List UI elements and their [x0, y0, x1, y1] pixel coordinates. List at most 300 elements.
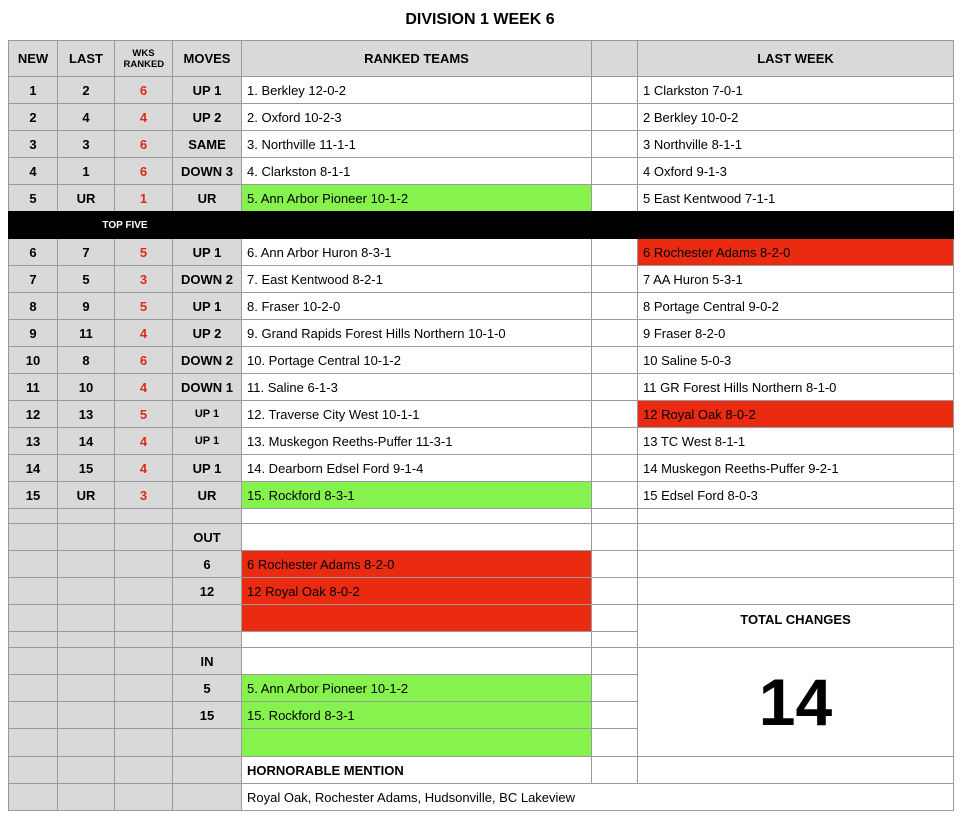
in-team-text: 5. Ann Arbor Pioneer 10-1-2 — [247, 680, 409, 696]
weeks-ranked-text: 6 — [139, 352, 148, 368]
last-week-team-text: 4 Oxford 9-1-3 — [643, 163, 727, 179]
blank-cell — [114, 647, 173, 675]
rank-last-text: UR — [76, 190, 96, 206]
header-new — [8, 40, 58, 77]
ranked-team — [241, 481, 592, 509]
rank-new — [8, 346, 58, 374]
blank-cell — [57, 647, 115, 675]
rank-new-text: 10 — [25, 352, 41, 368]
spacer-cell — [591, 481, 638, 509]
weeks-ranked — [114, 346, 173, 374]
rank-last-text: 13 — [78, 406, 94, 422]
rank-new — [8, 265, 58, 293]
rank-move-text: UP 2 — [192, 325, 222, 341]
last-week-team — [637, 373, 954, 401]
ranked-team-text: 1. Berkley 12-0-2 — [247, 82, 346, 98]
total-changes-label — [637, 604, 954, 648]
blank-cell — [57, 701, 115, 729]
blank-cell — [8, 756, 58, 784]
top-five-label — [8, 211, 242, 239]
out-team-text: 6 Rochester Adams 8-2-0 — [247, 556, 395, 572]
out-rank-text: 12 — [199, 583, 215, 599]
rank-move-text: UP 1 — [194, 435, 220, 447]
rank-last — [57, 454, 115, 482]
rank-new — [8, 373, 58, 401]
last-week-team — [637, 481, 954, 509]
spacer-cell — [591, 184, 638, 212]
last-week-team — [637, 157, 954, 185]
header-last-week — [637, 40, 954, 77]
ranked-team-text: 5. Ann Arbor Pioneer 10-1-2 — [247, 190, 409, 206]
blank-cell — [8, 577, 58, 605]
weeks-ranked — [114, 319, 173, 347]
spacer-cell — [591, 76, 638, 104]
weeks-ranked-text: 3 — [139, 271, 148, 287]
ranked-team-text: 14. Dearborn Edsel Ford 9-1-4 — [247, 460, 424, 476]
blank-cell — [637, 577, 954, 605]
rank-new — [8, 130, 58, 158]
blank-cell — [57, 674, 115, 702]
rank-last-text: UR — [76, 487, 96, 503]
last-week-team-text: 9 Fraser 8-2-0 — [643, 325, 726, 341]
rank-move-text: UP 1 — [192, 460, 222, 476]
ranked-team-text: 3. Northville 11-1-1 — [247, 136, 356, 152]
blank-cell — [8, 728, 58, 757]
blank-cell — [591, 631, 638, 648]
rank-new — [8, 400, 58, 428]
last-week-team-text: 14 Muskegon Reeths-Puffer 9-2-1 — [643, 460, 839, 476]
total-changes-value — [637, 647, 954, 757]
rank-last-text: 10 — [78, 379, 94, 395]
weeks-ranked — [114, 292, 173, 320]
weeks-ranked-text: 6 — [139, 136, 148, 152]
spacer-row-cell — [8, 508, 58, 524]
rank-move-text: DOWN 1 — [181, 379, 233, 395]
ranked-team-text: 8. Fraser 10-2-0 — [247, 298, 341, 314]
weeks-ranked — [114, 130, 173, 158]
blank-cell — [114, 701, 173, 729]
honorable-mention-label — [241, 756, 592, 784]
rank-new-text: 6 — [29, 244, 37, 260]
header-spacer — [591, 40, 638, 77]
ranked-team — [241, 319, 592, 347]
weeks-ranked — [114, 400, 173, 428]
blank-cell — [172, 783, 242, 811]
rank-move-text: UP 1 — [192, 82, 222, 98]
weeks-ranked-text: 6 — [139, 82, 148, 98]
weeks-ranked-text: 3 — [139, 487, 148, 503]
last-week-team — [637, 346, 954, 374]
blank-cell — [241, 631, 592, 648]
weeks-ranked-text: 6 — [139, 163, 148, 179]
rank-last — [57, 76, 115, 104]
rank-last — [57, 373, 115, 401]
ranked-team-text: 12. Traverse City West 10-1-1 — [247, 406, 420, 422]
blank-cell — [591, 756, 638, 784]
in-team — [241, 674, 592, 702]
rank-move — [172, 292, 242, 320]
in-team — [241, 701, 592, 729]
honorable-mention-list — [241, 783, 954, 811]
spacer-cell — [591, 427, 638, 455]
rank-move-text: UP 1 — [192, 298, 222, 314]
blank-cell — [591, 647, 638, 675]
rank-last-text: 15 — [78, 460, 94, 476]
rank-last-text: 11 — [79, 325, 93, 341]
rank-move-text: SAME — [188, 136, 226, 152]
rank-move — [172, 481, 242, 509]
blank-cell — [57, 783, 115, 811]
rank-new — [8, 319, 58, 347]
rank-move-text: UP 1 — [194, 408, 220, 420]
blank-cell — [114, 577, 173, 605]
last-week-team-text: 8 Portage Central 9-0-2 — [643, 298, 779, 314]
blank-cell — [57, 550, 115, 578]
rank-new — [8, 157, 58, 185]
rank-last — [57, 346, 115, 374]
blank-cell — [8, 647, 58, 675]
weeks-ranked-text: 4 — [139, 379, 148, 395]
rank-last — [57, 400, 115, 428]
blank-cell — [114, 783, 173, 811]
rank-new — [8, 427, 58, 455]
spacer-cell — [591, 454, 638, 482]
blank-cell — [172, 756, 242, 784]
weeks-ranked-text: 4 — [139, 433, 148, 449]
rank-move — [172, 427, 242, 455]
weeks-ranked — [114, 76, 173, 104]
out-team — [241, 550, 592, 578]
weeks-ranked — [114, 184, 173, 212]
rank-move — [172, 238, 242, 266]
blank-cell — [591, 550, 638, 578]
rank-new-text: 12 — [25, 406, 41, 422]
blank-cell — [57, 577, 115, 605]
blank-cell — [591, 674, 638, 702]
header-moves-text: MOVES — [183, 51, 231, 66]
last-week-team — [637, 76, 954, 104]
rank-last — [57, 238, 115, 266]
ranked-team-text: 10. Portage Central 10-1-2 — [247, 352, 401, 368]
rank-move — [172, 130, 242, 158]
header-moves — [172, 40, 242, 77]
spacer-row-cell — [241, 508, 592, 524]
header-new-text: NEW — [17, 51, 49, 66]
weeks-ranked — [114, 265, 173, 293]
in-rank — [172, 701, 242, 729]
blank-cell — [57, 604, 115, 632]
blank-cell — [241, 523, 592, 551]
out-rank — [172, 577, 242, 605]
top-five-bar — [241, 211, 592, 239]
rank-last-text: 1 — [82, 163, 90, 179]
header-ranked-teams — [241, 40, 592, 77]
blank-cell — [57, 756, 115, 784]
blank-cell — [8, 783, 58, 811]
rank-new-text: 14 — [25, 460, 41, 476]
last-week-team — [637, 238, 954, 266]
spacer-cell — [591, 319, 638, 347]
rank-move — [172, 373, 242, 401]
rank-move-text: UR — [197, 487, 217, 503]
rank-new-text: 11 — [26, 379, 40, 395]
honorable-mention-label-text: HORNORABLE MENTION — [247, 762, 404, 778]
rank-last — [57, 130, 115, 158]
rank-move — [172, 400, 242, 428]
rank-move — [172, 454, 242, 482]
spacer-row-cell — [114, 508, 173, 524]
ranked-team — [241, 76, 592, 104]
spacer-cell — [591, 346, 638, 374]
blank-cell — [57, 728, 115, 757]
rank-last-text: 2 — [82, 82, 90, 98]
blank-cell — [241, 647, 592, 675]
blank-cell — [637, 550, 954, 578]
blank-cell — [114, 550, 173, 578]
blank-cell — [114, 728, 173, 757]
last-week-team-text: 5 East Kentwood 7-1-1 — [643, 190, 776, 206]
weeks-ranked-text: 1 — [139, 190, 148, 206]
out-rank — [172, 550, 242, 578]
last-week-team-text: 3 Northville 8-1-1 — [643, 136, 742, 152]
rank-last-text: 3 — [82, 136, 90, 152]
weeks-ranked-text: 5 — [139, 244, 148, 260]
blank-cell — [591, 604, 638, 632]
last-week-team-text: 6 Rochester Adams 8-2-0 — [643, 244, 791, 260]
weeks-ranked-text: 5 — [139, 406, 148, 422]
last-week-team — [637, 400, 954, 428]
ranked-team — [241, 454, 592, 482]
rank-new-text: 2 — [29, 109, 37, 125]
rank-last — [57, 319, 115, 347]
blank-cell — [172, 604, 242, 632]
weeks-ranked — [114, 103, 173, 131]
rank-new-text: 3 — [29, 136, 37, 152]
blank-cell — [114, 631, 173, 648]
rank-last — [57, 481, 115, 509]
rank-move — [172, 346, 242, 374]
last-week-team — [637, 184, 954, 212]
rank-new — [8, 76, 58, 104]
in-label-text: IN — [200, 653, 214, 669]
top-five-bar — [591, 211, 638, 239]
rank-move-text: DOWN 3 — [181, 163, 233, 179]
blank-cell — [8, 604, 58, 632]
weeks-ranked — [114, 238, 173, 266]
rank-last-text: 7 — [82, 244, 90, 260]
last-week-team-text: 1 Clarkston 7-0-1 — [643, 82, 743, 98]
weeks-ranked — [114, 427, 173, 455]
rank-last — [57, 427, 115, 455]
blank-cell — [8, 674, 58, 702]
blank-cell — [591, 523, 638, 551]
rank-move — [172, 265, 242, 293]
rank-last — [57, 292, 115, 320]
ranked-team — [241, 130, 592, 158]
ranked-team-text: 2. Oxford 10-2-3 — [247, 109, 342, 125]
last-week-team-text: 13 TC West 8-1-1 — [643, 433, 746, 449]
total-changes-label-text: TOTAL CHANGES — [740, 612, 851, 627]
spacer-cell — [591, 103, 638, 131]
ranked-team-text: 9. Grand Rapids Forest Hills Northern 10-1-0 — [247, 325, 506, 341]
blank-cell — [114, 604, 173, 632]
weeks-ranked-text: 4 — [139, 460, 148, 476]
out-label-text: OUT — [193, 529, 221, 545]
page-title: DIVISION 1 WEEK 6 — [405, 11, 555, 28]
header-wks-ranked-text: WKS RANKED — [123, 47, 165, 70]
weeks-ranked-text: 5 — [139, 298, 148, 314]
out-empty-slot — [241, 604, 592, 632]
top-five-label-text: TOP FIVE — [102, 219, 148, 231]
out-team — [241, 577, 592, 605]
spacer-row-cell — [172, 508, 242, 524]
in-rank-text: 5 — [203, 680, 211, 696]
rank-new-text: 5 — [29, 190, 37, 206]
blank-cell — [637, 523, 954, 551]
out-team-text: 12 Royal Oak 8-0-2 — [247, 583, 360, 599]
rank-new — [8, 292, 58, 320]
last-week-team — [637, 130, 954, 158]
rank-last — [57, 157, 115, 185]
blank-cell — [114, 674, 173, 702]
rank-move-text: DOWN 2 — [181, 352, 233, 368]
header-last-week-text: LAST WEEK — [757, 51, 834, 66]
spacer-cell — [591, 292, 638, 320]
rank-new-text: 4 — [29, 163, 37, 179]
rank-move — [172, 184, 242, 212]
rank-last-text: 5 — [82, 271, 90, 287]
rank-new — [8, 481, 58, 509]
ranked-team-text: 15. Rockford 8-3-1 — [247, 487, 355, 503]
last-week-team-text: 2 Berkley 10-0-2 — [643, 109, 739, 125]
in-rank-text: 15 — [199, 707, 215, 723]
out-label — [172, 523, 242, 551]
rank-new — [8, 184, 58, 212]
last-week-team-text: 7 AA Huron 5-3-1 — [643, 271, 743, 287]
last-week-team-text: 10 Saline 5-0-3 — [643, 352, 732, 368]
rank-move — [172, 76, 242, 104]
rank-new — [8, 238, 58, 266]
rank-last-text: 8 — [82, 352, 90, 368]
last-week-team — [637, 319, 954, 347]
rank-new — [8, 454, 58, 482]
last-week-team-text: 12 Royal Oak 8-0-2 — [643, 406, 756, 422]
rank-last — [57, 103, 115, 131]
spacer-row-cell — [57, 508, 115, 524]
rank-new — [8, 103, 58, 131]
spacer-cell — [591, 238, 638, 266]
ranked-team-text: 13. Muskegon Reeths-Puffer 11-3-1 — [247, 433, 453, 449]
top-five-bar — [637, 211, 954, 239]
out-rank-text: 6 — [203, 556, 211, 572]
blank-cell — [591, 728, 638, 757]
last-week-team — [637, 292, 954, 320]
header-ranked-teams-text: RANKED TEAMS — [364, 51, 469, 66]
last-week-team-text: 11 GR Forest Hills Northern 8-1-0 — [643, 379, 837, 395]
rank-move — [172, 103, 242, 131]
total-changes-value-text: 14 — [758, 665, 833, 739]
blank-cell — [57, 631, 115, 648]
blank-cell — [172, 631, 242, 648]
blank-cell — [57, 523, 115, 551]
blank-cell — [8, 550, 58, 578]
header-last — [57, 40, 115, 77]
ranked-team-text: 6. Ann Arbor Huron 8-3-1 — [247, 244, 392, 260]
ranked-team — [241, 373, 592, 401]
spacer-row-cell — [637, 508, 954, 524]
blank-cell — [591, 577, 638, 605]
weeks-ranked — [114, 481, 173, 509]
weeks-ranked-text: 4 — [139, 109, 148, 125]
rank-move-text: UP 1 — [192, 244, 222, 260]
last-week-team — [637, 103, 954, 131]
header-last-text: LAST — [69, 51, 103, 66]
in-label — [172, 647, 242, 675]
last-week-team — [637, 265, 954, 293]
last-week-team-text: 15 Edsel Ford 8-0-3 — [643, 487, 758, 503]
spacer-cell — [591, 400, 638, 428]
weeks-ranked — [114, 373, 173, 401]
spacer-cell — [591, 130, 638, 158]
blank-cell — [8, 701, 58, 729]
blank-cell — [591, 701, 638, 729]
blank-cell — [637, 756, 954, 784]
ranked-team-text: 11. Saline 6-1-3 — [247, 379, 338, 395]
ranked-team — [241, 157, 592, 185]
rank-move — [172, 157, 242, 185]
blank-cell — [8, 631, 58, 648]
last-week-team — [637, 454, 954, 482]
ranked-team-text: 4. Clarkston 8-1-1 — [247, 163, 351, 179]
blank-cell — [8, 523, 58, 551]
ranked-team — [241, 427, 592, 455]
rank-last-text: 9 — [82, 298, 90, 314]
rank-move-text: UR — [197, 190, 217, 206]
rank-move-text: DOWN 2 — [181, 271, 233, 287]
ranked-team — [241, 238, 592, 266]
weeks-ranked-text: 4 — [139, 325, 148, 341]
blank-cell — [172, 728, 242, 757]
spacer-row-cell — [591, 508, 638, 524]
in-rank — [172, 674, 242, 702]
rank-new-text: 9 — [29, 325, 37, 341]
spacer-cell — [591, 265, 638, 293]
rank-move — [172, 319, 242, 347]
ranked-team — [241, 346, 592, 374]
rank-new-text: 8 — [29, 298, 37, 314]
spacer-cell — [591, 373, 638, 401]
blank-cell — [114, 756, 173, 784]
ranked-team — [241, 265, 592, 293]
blank-cell — [114, 523, 173, 551]
spacer-cell — [591, 157, 638, 185]
weeks-ranked — [114, 157, 173, 185]
ranked-team — [241, 103, 592, 131]
ranked-team — [241, 292, 592, 320]
in-empty-slot — [241, 728, 592, 757]
honorable-mention-list-text: Royal Oak, Rochester Adams, Hudsonville, BC Lakeview — [247, 789, 576, 805]
ranked-team — [241, 400, 592, 428]
rank-new-text: 1 — [29, 82, 37, 98]
header-wks-ranked — [114, 40, 173, 77]
rank-last — [57, 184, 115, 212]
ranked-team — [241, 184, 592, 212]
rank-new-text: 13 — [25, 433, 41, 449]
rank-new-text: 15 — [25, 487, 41, 503]
rank-new-text: 7 — [29, 271, 37, 287]
rank-last-text: 4 — [82, 109, 90, 125]
rank-move-text: UP 2 — [192, 109, 222, 125]
